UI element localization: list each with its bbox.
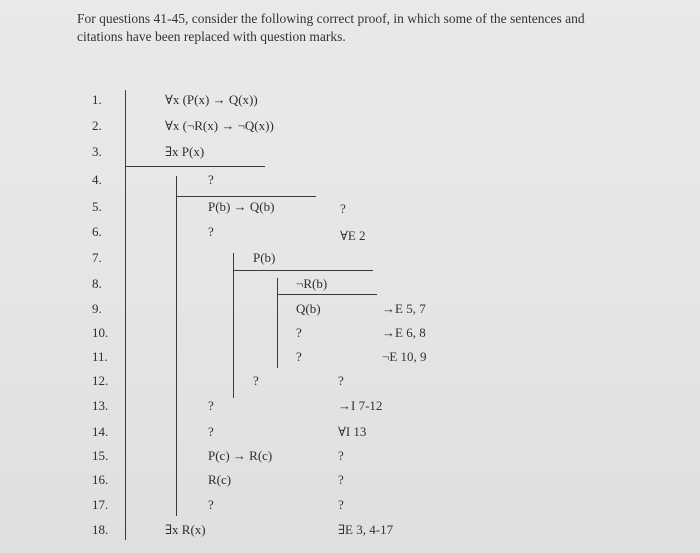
line-number: 1. <box>92 92 102 107</box>
line-number: 5. <box>92 199 102 214</box>
line-number: 12. <box>92 373 109 388</box>
sentence-7: P(b) <box>253 250 276 265</box>
line-number: 11. <box>92 349 108 364</box>
sentence-5: P(b) → Q(b) <box>208 199 275 214</box>
line-number: 8. <box>92 276 102 291</box>
line-number: 14. <box>92 424 109 439</box>
line-number: 3. <box>92 144 102 159</box>
line-number: 4. <box>92 172 102 187</box>
citation-12: ? <box>338 373 344 388</box>
subproof-3-bar <box>277 294 377 295</box>
line-number: 10. <box>92 325 109 340</box>
main-scope-line <box>125 90 126 540</box>
sentence-4: ? <box>208 172 214 187</box>
line-number: 17. <box>92 497 109 512</box>
citation-16: ? <box>338 472 344 487</box>
sentence-11: ? <box>296 349 302 364</box>
line-number: 18. <box>92 522 109 537</box>
premise-bar <box>125 166 265 167</box>
subproof-2-bar <box>233 270 373 271</box>
intro-text <box>77 10 677 46</box>
citation-17: ? <box>338 497 344 512</box>
line-number: 9. <box>92 301 102 316</box>
sentence-15: P(c) → R(c) <box>208 448 273 463</box>
sentence-8: ¬R(b) <box>296 276 328 291</box>
line-number: 2. <box>92 118 102 133</box>
citation-9: →E 5, 7 <box>382 301 426 316</box>
sentence-2: ∀x (¬R(x) → ¬Q(x)) <box>165 118 274 133</box>
line-number: 6. <box>92 224 102 239</box>
sentence-16: R(c) <box>208 472 232 487</box>
citation-13: →I 7-12 <box>338 398 383 413</box>
subproof-1-line <box>176 176 177 516</box>
sentence-13: ? <box>208 398 214 413</box>
intro-line-2: citations have been replaced with question marks. <box>77 29 346 44</box>
sentence-10: ? <box>296 325 302 340</box>
citation-14: ∀I 13 <box>338 424 367 439</box>
sentence-18: ∃x R(x) <box>165 522 206 537</box>
line-number: 7. <box>92 250 102 265</box>
line-number: 16. <box>92 472 109 487</box>
sentence-9: Q(b) <box>296 301 321 316</box>
line-number: 13. <box>92 398 109 413</box>
sentence-3: ∃x P(x) <box>165 144 205 159</box>
sentence-6: ? <box>208 224 214 239</box>
subproof-2-line <box>233 253 234 398</box>
sentence-17: ? <box>208 497 214 512</box>
subproof-1-bar <box>176 196 316 197</box>
citation-5: ? <box>340 201 346 216</box>
sentence-14: ? <box>208 424 214 439</box>
line-number: 15. <box>92 448 109 463</box>
sentence-1: ∀x (P(x) → Q(x)) <box>165 92 258 107</box>
intro-line-1: For questions 41-45, consider the following correct proof, in which some of the sentences and <box>77 11 585 26</box>
sentence-12: ? <box>253 373 259 388</box>
citation-18: ∃E 3, 4-17 <box>338 522 394 537</box>
citation-6: ∀E 2 <box>340 228 366 243</box>
citation-11: ¬E 10, 9 <box>382 349 427 364</box>
citation-15: ? <box>338 448 344 463</box>
citation-10: →E 6, 8 <box>382 325 426 340</box>
subproof-3-line <box>277 278 278 368</box>
